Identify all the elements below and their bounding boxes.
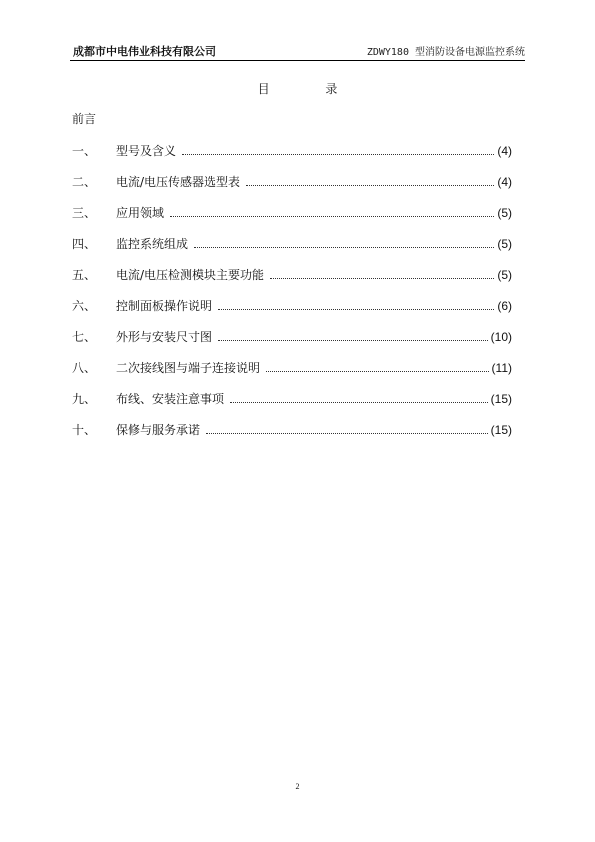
toc-entry-label: 控制面板操作说明 xyxy=(116,299,213,313)
toc-preface: 前言 xyxy=(72,112,97,126)
toc-entry-page: (10) xyxy=(490,330,512,344)
toc-dot-leader xyxy=(246,184,494,186)
toc-entry-page: (5) xyxy=(497,268,512,282)
toc-entry-page: (4) xyxy=(497,175,512,189)
toc-entry-number: 四、 xyxy=(72,237,97,251)
toc-entry-number: 五、 xyxy=(72,268,97,282)
toc-list xyxy=(72,142,512,452)
toc-dot-leader xyxy=(230,401,488,403)
toc-entry-number: 一、 xyxy=(72,144,97,158)
toc-entry[interactable] xyxy=(72,328,512,359)
toc-dot-leader xyxy=(266,370,489,372)
toc-dot-leader xyxy=(170,215,494,217)
toc-entry-number: 七、 xyxy=(72,330,97,344)
toc-entry[interactable] xyxy=(72,142,512,173)
toc-entry-label: 监控系统组成 xyxy=(116,237,189,251)
toc-entry[interactable] xyxy=(72,204,512,235)
toc-dot-leader xyxy=(270,277,494,279)
page-number: 2 xyxy=(295,782,300,791)
toc-entry[interactable] xyxy=(72,235,512,266)
toc-entry[interactable] xyxy=(72,390,512,421)
toc-dot-leader xyxy=(218,308,494,310)
product-name: ZDWY180 型消防设备电源监控系统 xyxy=(366,47,525,58)
toc-entry-page: (5) xyxy=(497,237,512,251)
toc-entry-page: (6) xyxy=(497,299,512,313)
toc-dot-leader xyxy=(182,153,494,155)
toc-entry-number: 九、 xyxy=(72,392,97,406)
toc-entry-label: 二次接线图与端子连接说明 xyxy=(116,361,261,375)
toc-entry-number: 三、 xyxy=(72,206,97,220)
toc-entry-label: 保修与服务承诺 xyxy=(116,423,201,437)
toc-entry-number: 十、 xyxy=(72,423,97,437)
toc-dot-leader xyxy=(194,246,494,248)
toc-entry-number: 二、 xyxy=(72,175,97,189)
toc-dot-leader xyxy=(206,432,488,434)
toc-entry-label: 应用领域 xyxy=(116,206,165,220)
toc-entry[interactable] xyxy=(72,359,512,390)
toc-entry[interactable] xyxy=(72,297,512,328)
toc-entry-label: 外形与安装尺寸图 xyxy=(116,330,213,344)
toc-title: 目 录 xyxy=(257,82,364,96)
toc-entry-label: 电流/电压传感器选型表 xyxy=(116,175,241,189)
toc-entry-page: (15) xyxy=(490,423,512,437)
toc-entry-page: (11) xyxy=(491,361,512,375)
toc-entry-label: 型号及含义 xyxy=(116,144,177,158)
toc-entry[interactable] xyxy=(72,173,512,204)
toc-entry-page: (4) xyxy=(497,144,512,158)
company-name: 成都市中电伟业科技有限公司 xyxy=(73,45,216,58)
toc-entry-page: (5) xyxy=(497,206,512,220)
toc-entry-number: 八、 xyxy=(72,361,97,375)
toc-entry-number: 六、 xyxy=(72,299,97,313)
page-header xyxy=(70,40,525,61)
toc-entry[interactable] xyxy=(72,266,512,297)
toc-entry-label: 电流/电压检测模块主要功能 xyxy=(116,268,265,282)
toc-entry[interactable] xyxy=(72,421,512,452)
toc-entry-page: (15) xyxy=(490,392,512,406)
toc-dot-leader xyxy=(218,339,488,341)
toc-entry-label: 布线、安装注意事项 xyxy=(116,392,225,406)
